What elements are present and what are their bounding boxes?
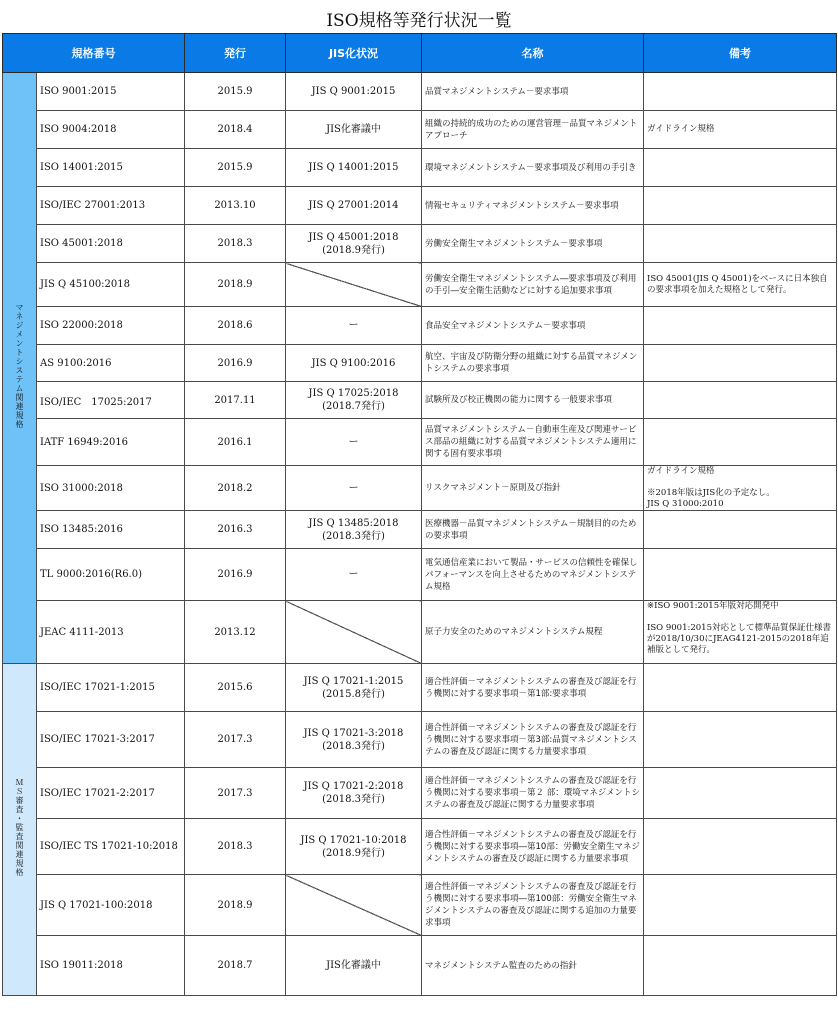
jis-status-cell: JIS Q 9001:2015 xyxy=(286,73,422,111)
jis-status-cell: ー xyxy=(286,466,422,511)
standard-name-cell: 情報セキュリティマネジメントシステム－要求事項 xyxy=(422,187,644,225)
jis-status-cell: JIS Q 17025:2018 (2018.7発行) xyxy=(286,382,422,419)
standard-name-cell: 適合性評価－マネジメントシステムの審査及び認証を行う機関に対する要求事項―第100部：労働安全衛生マネジメントシステムの審査及び認証に関する追加の力量要求事項 xyxy=(422,875,644,936)
standard-number-cell: JIS Q 17021-100:2018 xyxy=(37,875,185,936)
standard-name-cell: 労働安全衛生マネジメントシステム－要求事項 xyxy=(422,225,644,263)
table-row xyxy=(3,466,837,511)
standard-number-cell: IATF 16949:2016 xyxy=(37,419,185,466)
jis-status-cell: JIS Q 9100:2016 xyxy=(286,345,422,382)
standard-name-cell: 電気通信産業において製品・サービスの信頼性を確保しパフォーマンスを向上させるためのマネジメントシステム規格 xyxy=(422,549,644,601)
table-row xyxy=(3,149,837,187)
table-row xyxy=(3,712,837,768)
table-row xyxy=(3,307,837,345)
table-row xyxy=(3,511,837,549)
standard-number-cell: ISO 22000:2018 xyxy=(37,307,185,345)
standard-number-cell: ISO/IEC 17021-3:2017 xyxy=(37,712,185,768)
published-date-cell: 2016.3 xyxy=(185,511,286,549)
published-date-cell: 2018.7 xyxy=(185,936,286,996)
table-body xyxy=(3,73,837,996)
standard-number-cell: ISO 31000:2018 xyxy=(37,466,185,511)
standard-number-cell: ISO 19011:2018 xyxy=(37,936,185,996)
remarks-cell xyxy=(644,419,837,466)
jis-status-cell xyxy=(286,875,422,936)
remarks-cell xyxy=(644,819,837,875)
standard-name-cell: リスクマネジメント－原則及び指針 xyxy=(422,466,644,511)
standard-number-cell: ISO 13485:2016 xyxy=(37,511,185,549)
remarks-cell xyxy=(644,768,837,819)
published-date-cell: 2016.1 xyxy=(185,419,286,466)
standard-number-cell: TL 9000:2016(R6.0) xyxy=(37,549,185,601)
jis-status-cell: JIS Q 17021-2:2018 (2018.3発行) xyxy=(286,768,422,819)
standard-number-cell: ISO/IEC 27001:2013 xyxy=(37,187,185,225)
table-row xyxy=(3,345,837,382)
standard-name-cell: 食品安全マネジメントシステム－要求事項 xyxy=(422,307,644,345)
standard-number-cell: ISO 45001:2018 xyxy=(37,225,185,263)
standard-number-cell: JEAC 4111-2013 xyxy=(37,601,185,664)
table-row xyxy=(3,187,837,225)
published-date-cell: 2017.11 xyxy=(185,382,286,419)
remarks-cell xyxy=(644,936,837,996)
jis-status-cell: JIS Q 17021-3:2018 (2018.3発行) xyxy=(286,712,422,768)
table-row xyxy=(3,382,837,419)
published-date-cell: 2016.9 xyxy=(185,345,286,382)
table-row xyxy=(3,549,837,601)
standard-number-cell: JIS Q 45100:2018 xyxy=(37,263,185,307)
remarks-cell: ガイドライン規格 ※2018年版はJIS化の予定なし。 JIS Q 31000:2010 xyxy=(644,466,837,511)
published-date-cell: 2018.3 xyxy=(185,819,286,875)
remarks-cell xyxy=(644,73,837,111)
standard-name-cell: 試験所及び校正機関の能力に関する一般要求事項 xyxy=(422,382,644,419)
table-row xyxy=(3,419,837,466)
remarks-cell: ISO 45001(JIS Q 45001)をベースに日本独自の要求事項を加えた規格として発行。 xyxy=(644,263,837,307)
standard-name-cell: 労働安全衛生マネジメントシステム―要求事項及び利用の手引―安全衛生活動などに対する追加要求事項 xyxy=(422,263,644,307)
published-date-cell: 2015.9 xyxy=(185,73,286,111)
remarks-cell xyxy=(644,307,837,345)
jis-status-cell: JIS Q 14001:2015 xyxy=(286,149,422,187)
category-management-systems xyxy=(3,73,37,664)
col-header-published: 発行 xyxy=(185,34,286,73)
table-row xyxy=(3,768,837,819)
standard-number-cell: ISO/IEC TS 17021-10:2018 xyxy=(37,819,185,875)
table-row xyxy=(3,819,837,875)
col-header-standard: 規格番号 xyxy=(3,34,185,73)
category-label: マネジメントシステム関連規格 xyxy=(15,303,24,429)
jis-status-cell: ー xyxy=(286,549,422,601)
standard-name-cell: 航空、宇宙及び防衛分野の組織に対する品質マネジメントシステムの要求事項 xyxy=(422,345,644,382)
standard-name-cell: 医療機器－品質マネジメントシステム－規制目的のための要求事項 xyxy=(422,511,644,549)
published-date-cell: 2013.12 xyxy=(185,601,286,664)
standard-name-cell: 適合性評価－マネジメントシステムの審査及び認証を行う機関に対する要求事項－第1部:要求事項 xyxy=(422,664,644,712)
jis-status-cell: JIS Q 17021-1:2015 (2015.8発行) xyxy=(286,664,422,712)
standard-name-cell: 原子力安全のためのマネジメントシステム規程 xyxy=(422,601,644,664)
published-date-cell: 2015.6 xyxy=(185,664,286,712)
remarks-cell: ガイドライン規格 xyxy=(644,111,837,149)
iso-standards-table xyxy=(2,33,837,996)
standard-number-cell: ISO/IEC 17025:2017 xyxy=(37,382,185,419)
category-label: ＭＳ審査・監査関連規格 xyxy=(15,778,24,877)
table-row xyxy=(3,601,837,664)
remarks-cell xyxy=(644,511,837,549)
remarks-cell xyxy=(644,549,837,601)
standard-number-cell: ISO 14001:2015 xyxy=(37,149,185,187)
standard-name-cell: 環境マネジメントシステム－要求事項及び利用の手引き xyxy=(422,149,644,187)
published-date-cell: 2017.3 xyxy=(185,768,286,819)
remarks-cell xyxy=(644,187,837,225)
category-ms-audit xyxy=(3,664,37,996)
standard-name-cell: 品質マネジメントシステム－自動車生産及び関連サービス部品の組織に対する品質マネジメントシステム適用に関する固有要求事項 xyxy=(422,419,644,466)
standard-name-cell: 適合性評価－マネジメントシステムの審査及び認証を行う機関に対する要求事項－第3部:品質マネジメントシステムの審査及び認証に関する力量要求事項 xyxy=(422,712,644,768)
jis-status-cell: ー xyxy=(286,419,422,466)
standard-name-cell: 組織の持続的成功のための運営管理－品質マネジメントアプローチ xyxy=(422,111,644,149)
standard-name-cell: 適合性評価－マネジメントシステムの審査及び認証を行う機関に対する要求事項－第２ 部：環境マネジメントシステムの審査及び認証に関する力量要求事項 xyxy=(422,768,644,819)
published-date-cell: 2017.3 xyxy=(185,712,286,768)
published-date-cell: 2013.10 xyxy=(185,187,286,225)
table-row xyxy=(3,664,837,712)
published-date-cell: 2018.9 xyxy=(185,263,286,307)
jis-status-cell: JIS Q 27001:2014 xyxy=(286,187,422,225)
standard-name-cell: 適合性評価－マネジメントシステムの審査及び認証を行う機関に対する要求事項―第10部：労働安全衛生マネジメントシステムの審査及び認証に関する力量要求事項 xyxy=(422,819,644,875)
table-row xyxy=(3,225,837,263)
jis-status-cell: JIS Q 45001:2018 (2018.9発行) xyxy=(286,225,422,263)
published-date-cell: 2018.4 xyxy=(185,111,286,149)
jis-status-cell: JIS Q 17021-10:2018 (2018.9発行) xyxy=(286,819,422,875)
col-header-jis: JIS化状況 xyxy=(286,34,422,73)
remarks-cell: ※ISO 9001:2015年版対応開発中 ISO 9001:2015対応として標準品質保証仕様書が2018/10/30にJEAG4121-2015の2018年追補版として発行。 xyxy=(644,601,837,664)
remarks-cell xyxy=(644,712,837,768)
table-row xyxy=(3,875,837,936)
table-header-row xyxy=(3,34,837,73)
remarks-cell xyxy=(644,345,837,382)
remarks-cell xyxy=(644,225,837,263)
standard-number-cell: ISO/IEC 17021-2:2017 xyxy=(37,768,185,819)
published-date-cell: 2018.9 xyxy=(185,875,286,936)
standard-number-cell: ISO 9001:2015 xyxy=(37,73,185,111)
remarks-cell xyxy=(644,664,837,712)
standard-name-cell: 品質マネジメントシステム－要求事項 xyxy=(422,73,644,111)
table-row xyxy=(3,111,837,149)
jis-status-cell xyxy=(286,263,422,307)
published-date-cell: 2018.6 xyxy=(185,307,286,345)
jis-status-cell xyxy=(286,601,422,664)
table-row xyxy=(3,73,837,111)
standard-name-cell: マネジメントシステム監査のための指針 xyxy=(422,936,644,996)
jis-status-cell: JIS化審議中 xyxy=(286,936,422,996)
jis-status-cell: JIS化審議中 xyxy=(286,111,422,149)
col-header-name: 名称 xyxy=(422,34,644,73)
table-row xyxy=(3,263,837,307)
jis-status-cell: JIS Q 13485:2018 (2018.3発行) xyxy=(286,511,422,549)
remarks-cell xyxy=(644,382,837,419)
standard-number-cell: AS 9100:2016 xyxy=(37,345,185,382)
page-title: ISO規格等発行状況一覧 xyxy=(326,11,512,31)
published-date-cell: 2018.2 xyxy=(185,466,286,511)
standard-number-cell: ISO/IEC 17021-1:2015 xyxy=(37,664,185,712)
remarks-cell xyxy=(644,149,837,187)
table-row xyxy=(3,936,837,996)
published-date-cell: 2016.9 xyxy=(185,549,286,601)
remarks-cell xyxy=(644,875,837,936)
published-date-cell: 2015.9 xyxy=(185,149,286,187)
published-date-cell: 2018.3 xyxy=(185,225,286,263)
jis-status-cell: ー xyxy=(286,307,422,345)
standard-number-cell: ISO 9004:2018 xyxy=(37,111,185,149)
col-header-remarks: 備考 xyxy=(644,34,837,73)
